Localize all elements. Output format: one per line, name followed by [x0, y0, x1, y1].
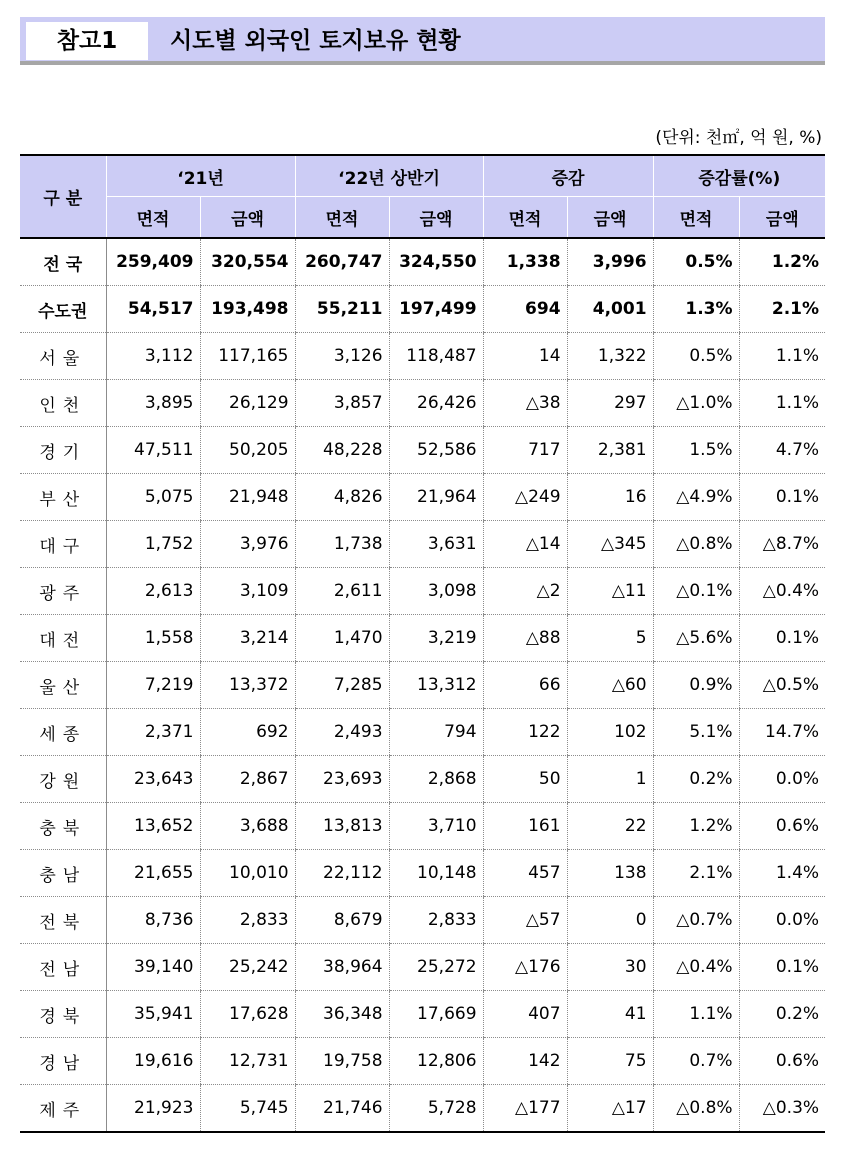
value-cell: △0.4% [653, 944, 739, 991]
value-cell: 14 [483, 333, 567, 380]
value-cell: △0.5% [739, 662, 825, 709]
value-cell: 2,381 [567, 427, 653, 474]
value-cell: 2,611 [295, 568, 389, 615]
table-row [20, 850, 825, 897]
table-row [20, 756, 825, 803]
value-cell: 0.1% [739, 615, 825, 662]
value-cell: 1,738 [295, 521, 389, 568]
region-cell: 전북 [20, 897, 106, 944]
value-cell: 14.7% [739, 709, 825, 756]
reference-label: 참고1 [26, 22, 148, 60]
value-cell: 26,426 [389, 380, 483, 427]
value-cell: 3,710 [389, 803, 483, 850]
title-bar [20, 17, 825, 65]
value-cell: 13,372 [200, 662, 295, 709]
value-cell: 3,895 [106, 380, 200, 427]
value-cell: 5 [567, 615, 653, 662]
region-cell: 제주 [20, 1085, 106, 1133]
value-cell: 1 [567, 756, 653, 803]
table-row [20, 427, 825, 474]
value-cell: 2,493 [295, 709, 389, 756]
value-cell: 260,747 [295, 238, 389, 286]
value-cell: 0 [567, 897, 653, 944]
value-cell: 10,010 [200, 850, 295, 897]
value-cell: 102 [567, 709, 653, 756]
table-row [20, 1085, 825, 1133]
value-cell: △14 [483, 521, 567, 568]
value-cell: 54,517 [106, 286, 200, 333]
value-cell: 0.9% [653, 662, 739, 709]
region-cell: 서울 [20, 333, 106, 380]
value-cell: 0.2% [653, 756, 739, 803]
value-cell: △17 [567, 1085, 653, 1133]
header-2022h1: ‘22년 상반기 [295, 155, 483, 197]
value-cell: △1.0% [653, 380, 739, 427]
value-cell: 22,112 [295, 850, 389, 897]
region-cell: 인천 [20, 380, 106, 427]
value-cell: 1,752 [106, 521, 200, 568]
value-cell: △0.8% [653, 1085, 739, 1133]
value-cell: 2.1% [739, 286, 825, 333]
subheader-amount: 금액 [739, 197, 825, 239]
value-cell: △176 [483, 944, 567, 991]
table-row [20, 333, 825, 380]
value-cell: △249 [483, 474, 567, 521]
value-cell: 1.5% [653, 427, 739, 474]
table-row [20, 380, 825, 427]
region-cell: 부산 [20, 474, 106, 521]
value-cell: 2,371 [106, 709, 200, 756]
region-cell: 충북 [20, 803, 106, 850]
value-cell: 694 [483, 286, 567, 333]
table-row [20, 944, 825, 991]
value-cell: 3,976 [200, 521, 295, 568]
value-cell: 2,833 [200, 897, 295, 944]
value-cell: 21,923 [106, 1085, 200, 1133]
value-cell: 2,867 [200, 756, 295, 803]
value-cell: 3,688 [200, 803, 295, 850]
value-cell: △5.6% [653, 615, 739, 662]
table-row [20, 897, 825, 944]
page-title: 시도별 외국인 토지보유 현황 [170, 28, 461, 54]
value-cell: 3,126 [295, 333, 389, 380]
value-cell: 4,826 [295, 474, 389, 521]
value-cell: 5.1% [653, 709, 739, 756]
value-cell: 47,511 [106, 427, 200, 474]
table-row [20, 238, 825, 286]
value-cell: 122 [483, 709, 567, 756]
value-cell: 1.3% [653, 286, 739, 333]
table-row [20, 991, 825, 1038]
header-change-rate: 증감률(%) [653, 155, 825, 197]
value-cell: 10,148 [389, 850, 483, 897]
value-cell: 0.6% [739, 803, 825, 850]
value-cell: 0.0% [739, 756, 825, 803]
subheader-amount: 금액 [389, 197, 483, 239]
value-cell: 2.1% [653, 850, 739, 897]
value-cell: 717 [483, 427, 567, 474]
value-cell: △177 [483, 1085, 567, 1133]
unit-note: (단위: 천㎡, 억 원, %) [655, 128, 822, 148]
value-cell: △88 [483, 615, 567, 662]
value-cell: 2,868 [389, 756, 483, 803]
value-cell: 50,205 [200, 427, 295, 474]
region-cell: 대구 [20, 521, 106, 568]
value-cell: △60 [567, 662, 653, 709]
value-cell: 1,470 [295, 615, 389, 662]
table-row [20, 286, 825, 333]
value-cell: 2,833 [389, 897, 483, 944]
value-cell: 3,631 [389, 521, 483, 568]
land-holdings-table [20, 154, 825, 1133]
value-cell: △38 [483, 380, 567, 427]
value-cell: 117,165 [200, 333, 295, 380]
value-cell: 12,806 [389, 1038, 483, 1085]
value-cell: 118,487 [389, 333, 483, 380]
value-cell: 55,211 [295, 286, 389, 333]
value-cell: 4.7% [739, 427, 825, 474]
value-cell: 0.1% [739, 474, 825, 521]
value-cell: 3,857 [295, 380, 389, 427]
value-cell: 5,745 [200, 1085, 295, 1133]
value-cell: 1.2% [653, 803, 739, 850]
value-cell: 19,616 [106, 1038, 200, 1085]
region-cell: 세종 [20, 709, 106, 756]
value-cell: 12,731 [200, 1038, 295, 1085]
subheader-amount: 금액 [567, 197, 653, 239]
value-cell: △57 [483, 897, 567, 944]
region-cell: 충남 [20, 850, 106, 897]
region-cell: 강원 [20, 756, 106, 803]
value-cell: 324,550 [389, 238, 483, 286]
value-cell: △0.3% [739, 1085, 825, 1133]
value-cell: 21,746 [295, 1085, 389, 1133]
value-cell: △2 [483, 568, 567, 615]
header-gubun: 구 분 [20, 155, 106, 238]
value-cell: 3,109 [200, 568, 295, 615]
region-cell: 울산 [20, 662, 106, 709]
value-cell: △4.9% [653, 474, 739, 521]
region-cell: 광주 [20, 568, 106, 615]
value-cell: 1,558 [106, 615, 200, 662]
value-cell: 7,219 [106, 662, 200, 709]
value-cell: 1.1% [739, 380, 825, 427]
value-cell: 13,312 [389, 662, 483, 709]
value-cell: 2,613 [106, 568, 200, 615]
subheader-area: 면적 [106, 197, 200, 239]
header-change: 증감 [483, 155, 653, 197]
region-cell: 경북 [20, 991, 106, 1038]
value-cell: 23,693 [295, 756, 389, 803]
value-cell: △0.1% [653, 568, 739, 615]
value-cell: 17,669 [389, 991, 483, 1038]
value-cell: 26,129 [200, 380, 295, 427]
value-cell: △8.7% [739, 521, 825, 568]
value-cell: 457 [483, 850, 567, 897]
value-cell: 22 [567, 803, 653, 850]
value-cell: △11 [567, 568, 653, 615]
value-cell: 3,112 [106, 333, 200, 380]
region-cell: 수도권 [20, 286, 106, 333]
table-row [20, 1038, 825, 1085]
value-cell: 19,758 [295, 1038, 389, 1085]
value-cell: 692 [200, 709, 295, 756]
value-cell: 21,655 [106, 850, 200, 897]
value-cell: 5,728 [389, 1085, 483, 1133]
value-cell: 193,498 [200, 286, 295, 333]
value-cell: 3,219 [389, 615, 483, 662]
subheader-area: 면적 [295, 197, 389, 239]
value-cell: 25,272 [389, 944, 483, 991]
value-cell: 8,736 [106, 897, 200, 944]
value-cell: 0.6% [739, 1038, 825, 1085]
value-cell: 0.7% [653, 1038, 739, 1085]
value-cell: 0.5% [653, 238, 739, 286]
value-cell: 17,628 [200, 991, 295, 1038]
value-cell: 1.2% [739, 238, 825, 286]
table-row [20, 662, 825, 709]
value-cell: 39,140 [106, 944, 200, 991]
value-cell: 3,214 [200, 615, 295, 662]
value-cell: 142 [483, 1038, 567, 1085]
table-row [20, 521, 825, 568]
value-cell: 320,554 [200, 238, 295, 286]
value-cell: 407 [483, 991, 567, 1038]
value-cell: 16 [567, 474, 653, 521]
value-cell: 66 [483, 662, 567, 709]
region-cell: 전 국 [20, 238, 106, 286]
value-cell: 0.5% [653, 333, 739, 380]
value-cell: 35,941 [106, 991, 200, 1038]
value-cell: 1.1% [653, 991, 739, 1038]
value-cell: 13,813 [295, 803, 389, 850]
value-cell: △0.7% [653, 897, 739, 944]
value-cell: △0.4% [739, 568, 825, 615]
value-cell: △0.8% [653, 521, 739, 568]
region-cell: 대전 [20, 615, 106, 662]
value-cell: 8,679 [295, 897, 389, 944]
region-cell: 전남 [20, 944, 106, 991]
value-cell: 259,409 [106, 238, 200, 286]
value-cell: 13,652 [106, 803, 200, 850]
value-cell: 5,075 [106, 474, 200, 521]
value-cell: 38,964 [295, 944, 389, 991]
value-cell: 197,499 [389, 286, 483, 333]
value-cell: 3,098 [389, 568, 483, 615]
value-cell: 794 [389, 709, 483, 756]
value-cell: 0.1% [739, 944, 825, 991]
value-cell: 75 [567, 1038, 653, 1085]
value-cell: 23,643 [106, 756, 200, 803]
subheader-amount: 금액 [200, 197, 295, 239]
value-cell: 36,348 [295, 991, 389, 1038]
table-row [20, 803, 825, 850]
value-cell: 48,228 [295, 427, 389, 474]
value-cell: 3,996 [567, 238, 653, 286]
region-cell: 경남 [20, 1038, 106, 1085]
value-cell: 52,586 [389, 427, 483, 474]
value-cell: 297 [567, 380, 653, 427]
value-cell: △345 [567, 521, 653, 568]
value-cell: 30 [567, 944, 653, 991]
table-body [20, 238, 825, 1132]
table-row [20, 568, 825, 615]
value-cell: 1,338 [483, 238, 567, 286]
subheader-area: 면적 [653, 197, 739, 239]
value-cell: 0.2% [739, 991, 825, 1038]
value-cell: 50 [483, 756, 567, 803]
table-row [20, 709, 825, 756]
value-cell: 138 [567, 850, 653, 897]
value-cell: 1.1% [739, 333, 825, 380]
header-2021: ‘21년 [106, 155, 295, 197]
value-cell: 1,322 [567, 333, 653, 380]
value-cell: 1.4% [739, 850, 825, 897]
value-cell: 21,964 [389, 474, 483, 521]
region-cell: 경기 [20, 427, 106, 474]
table-row [20, 474, 825, 521]
subheader-area: 면적 [483, 197, 567, 239]
table-row [20, 615, 825, 662]
value-cell: 161 [483, 803, 567, 850]
value-cell: 4,001 [567, 286, 653, 333]
value-cell: 7,285 [295, 662, 389, 709]
value-cell: 41 [567, 991, 653, 1038]
value-cell: 21,948 [200, 474, 295, 521]
value-cell: 25,242 [200, 944, 295, 991]
value-cell: 0.0% [739, 897, 825, 944]
